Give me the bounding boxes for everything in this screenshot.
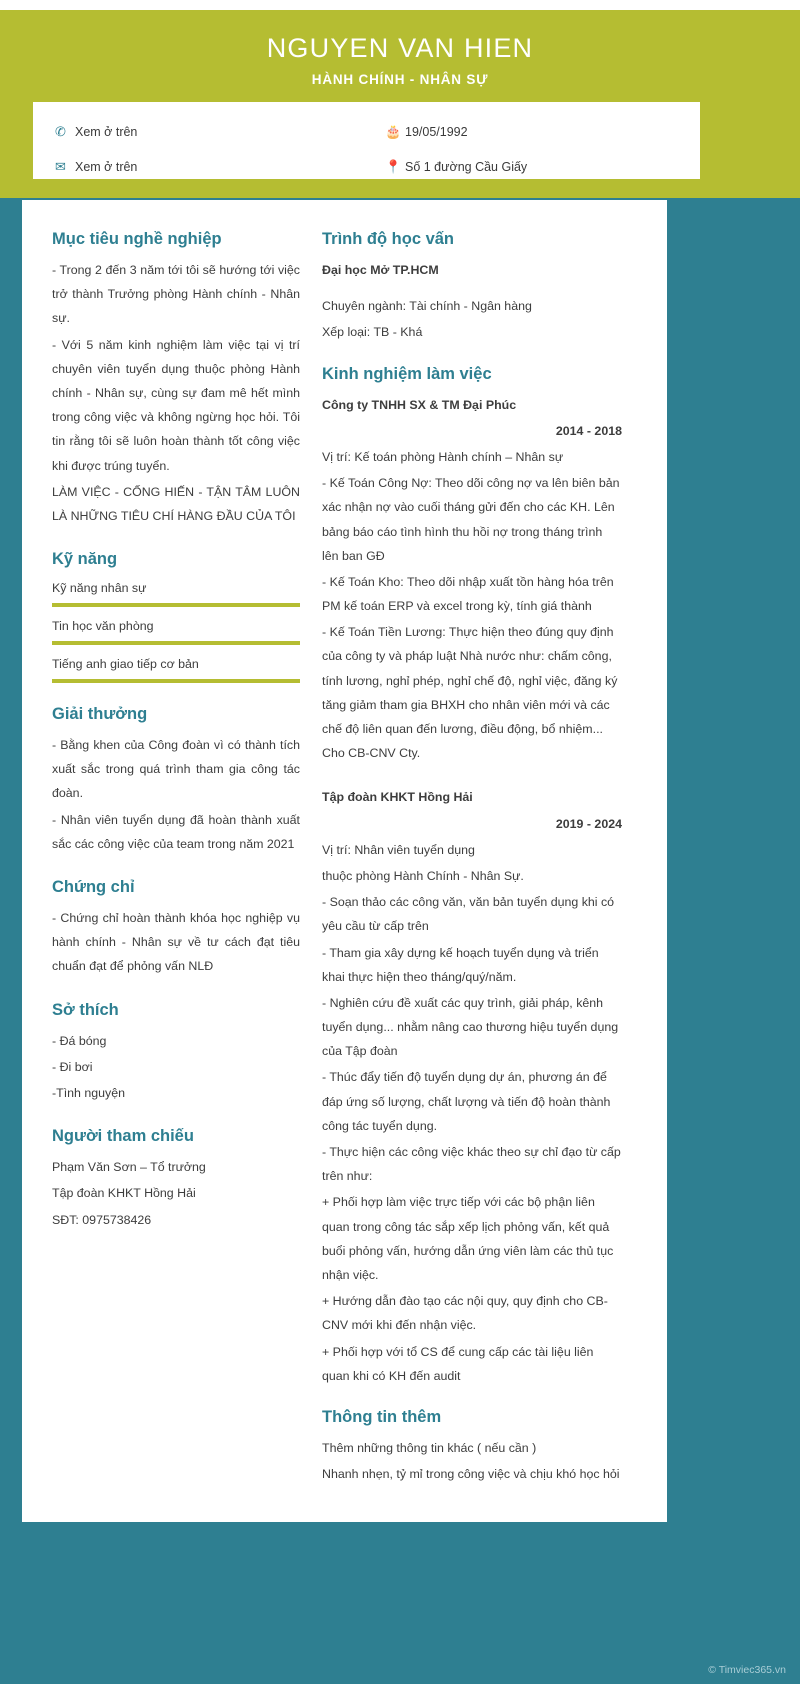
candidate-role: HÀNH CHÍNH - NHÂN SỰ: [311, 72, 489, 87]
experience-line: - Kế Toán Công Nợ: Theo dõi công nợ va lên biên bản xác nhận nợ vào cuối tháng gửi đến cho các KH. Lên bảng báo cáo tình hình thu hồi nợ trong tháng trình lên ban GĐ: [322, 476, 620, 563]
reference-line: Tập đoàn KHKT Hồng Hải: [52, 1186, 196, 1201]
section-title-experience: Kinh nghiệm làm việc: [322, 364, 492, 383]
footer-credit: © Timviec365.vn: [708, 1664, 786, 1676]
experience-line: Vị trí: Nhân viên tuyển dụng: [322, 842, 475, 857]
contact-row: [55, 114, 678, 149]
experience-company: Công ty TNHH SX & TM Đại Phúc: [322, 397, 517, 412]
section-title-skills: Kỹ năng: [52, 550, 118, 569]
cv-header: [0, 0, 800, 198]
cv-body: [22, 200, 667, 1522]
additional-line: Thêm những thông tin khác ( nếu cần ): [322, 1440, 537, 1455]
contact-address-value: Số 1 đường Cầu Giấy: [405, 159, 528, 174]
section-title-education: Trình độ học vấn: [322, 230, 455, 248]
skill-label: Tin học văn phòng: [52, 619, 154, 634]
experience-line: + Hướng dẫn đào tạo các nội quy, quy định cho CB-CNV mới khi đến nhận việc.: [322, 1294, 608, 1333]
experience-line: + Phối hợp với tổ CS để cung cấp các tài liệu liên quan khi có KH đến audit: [322, 1344, 594, 1383]
section-title-references: Người tham chiếu: [52, 1127, 194, 1146]
contact-email-value: Xem ở trên: [75, 159, 138, 174]
skill-label: Tiếng anh giao tiếp cơ bản: [52, 657, 199, 672]
experience-line: - Thúc đẩy tiến độ tuyển dụng dự án, phương án để đáp ứng số lượng, chất lượng và tiến độ hoàn thành công tác tuyển dụng.: [322, 1070, 611, 1133]
cv-right-column: [322, 230, 622, 1488]
education-school: Đại học Mở TP.HCM: [322, 263, 439, 277]
contact-address: [385, 159, 527, 175]
contact-row: [55, 149, 678, 184]
location-pin-icon: 📍: [385, 158, 402, 174]
contact-email: [55, 159, 385, 175]
experience-line: - Soạn thảo các công văn, văn bản tuyển dụng khi có yêu cầu từ cấp trên: [322, 895, 615, 934]
award-line: - Nhân viên tuyển dụng đã hoàn thành xuất sắc các công việc của team trong năm 2021: [52, 812, 300, 851]
contact-birthday: [385, 124, 468, 140]
section-title-certificates: Chứng chỉ: [52, 878, 135, 896]
award-line: - Bằng khen của Công đoàn vì có thành tích xuất sắc trong quá trình tham gia công tác đoàn.: [52, 738, 300, 801]
certificate-line: - Chứng chỉ hoàn thành khóa học nghiệp vụ hành chính - Nhân sự về tư cách đạt tiêu chuẩn đạt để phỏng vấn NLĐ: [52, 911, 300, 974]
experience-line: - Nghiên cứu đề xuất các quy trình, giải pháp, kênh tuyển dụng... nhằm nâng cao thương hiệu tuyển dụng của Tập đoàn: [322, 995, 619, 1059]
experience-line: + Phối hợp làm việc trực tiếp với các bộ phận liên quan trong công tác sắp xếp lịch phỏng vấn, kết quả buổi phỏng vấn, hướng dẫn ứng viên làm các thủ tục nhận việc.: [322, 1195, 614, 1282]
education-line: Chuyên ngành: Tài chính - Ngân hàng: [322, 299, 532, 314]
section-title-additional: Thông tin thêm: [322, 1407, 442, 1426]
phone-icon: ✆: [55, 123, 66, 139]
contact-box: [33, 102, 700, 179]
skill-label: Kỹ năng nhân sự: [52, 581, 147, 596]
calendar-icon: 🎂: [385, 123, 402, 139]
experience-company: Tập đoàn KHKT Hồng Hải: [322, 790, 473, 805]
experience-line: Vị trí: Kế toán phòng Hành chính – Nhân sự: [322, 449, 564, 464]
skill-bar: [52, 603, 300, 607]
hobby-line: - Đá bóng: [52, 1033, 107, 1048]
reference-line: Phạm Văn Sơn – Tổ trưởng: [52, 1160, 206, 1175]
hobby-line: - Đi bơi: [52, 1059, 93, 1074]
objective-line: - Với 5 năm kinh nghiệm làm việc tại vị trí chuyên viên tuyển dụng thuộc phòng Hành chính - Nhân sự, cùng sự đam mê hết mình trong công việc và không ngừng học hỏi. Tôi tin rằng tôi sẽ luôn hoàn thành tốt công việc khi được trúng tuyển.: [52, 337, 300, 473]
section-title-awards: Giải thưởng: [52, 705, 148, 724]
skill-bar: [52, 641, 300, 645]
education-line: Xếp loại: TB - Khá: [322, 325, 423, 340]
objective-line: LÀM VIỆC - CỐNG HIẾN - TẬN TÂM LUÔN LÀ NHỮNG TIÊU CHÍ HÀNG ĐẦU CỦA TÔI: [52, 484, 300, 523]
experience-line: - Thực hiện các công việc khác theo sự chỉ đạo từ cấp trên như:: [322, 1145, 621, 1184]
experience-line: - Tham gia xây dựng kế hoạch tuyển dụng và triển khai thực hiện theo tháng/quý/năm.: [322, 945, 599, 984]
skill-bar: [52, 679, 300, 683]
spacer: [322, 767, 622, 785]
contact-birthday-value: 19/05/1992: [405, 124, 468, 139]
additional-line: Nhanh nhẹn, tỷ mỉ trong công việc và chịu khó học hỏi: [322, 1467, 620, 1482]
cv-left-column: [52, 230, 300, 1488]
contact-phone: [55, 124, 385, 140]
spacer: [322, 284, 622, 294]
candidate-name: NGUYEN VAN HIEN: [266, 33, 534, 63]
contact-phone-value: Xem ở trên: [75, 124, 138, 139]
experience-line: thuộc phòng Hành Chính - Nhân Sự.: [322, 868, 524, 883]
section-title-hobbies: Sở thích: [52, 1000, 119, 1019]
reference-line: SĐT: 0975738426: [52, 1212, 152, 1227]
experience-line: - Kế Toán Tiền Lương: Thực hiện theo đúng quy định của công ty và pháp luật Nhà nước như: chấm công, tính lương, nghỉ phép, nghỉ chế độ, nghỉ việc, đăng ký tăng giảm tham gia BHXH cho nhân viên mới và các chế độ liên quan đến lương, điều động, bổ nhiệm... Cho CB-CNV Cty.: [322, 625, 618, 761]
section-title-objective: Mục tiêu nghề nghiệp: [52, 230, 222, 248]
envelope-icon: ✉: [55, 158, 66, 174]
experience-period: 2014 - 2018: [555, 423, 622, 438]
hobby-line: -Tình nguyện: [52, 1085, 126, 1100]
experience-period: 2019 - 2024: [555, 816, 622, 831]
experience-line: - Kế Toán Kho: Theo dõi nhập xuất tồn hàng hóa trên PM kế toán ERP và excel trong kỳ, tính giá thành: [322, 574, 614, 614]
objective-line: - Trong 2 đến 3 năm tới tôi sẽ hướng tới việc trở thành Trưởng phòng Hành chính - Nhân sự.: [52, 263, 300, 326]
